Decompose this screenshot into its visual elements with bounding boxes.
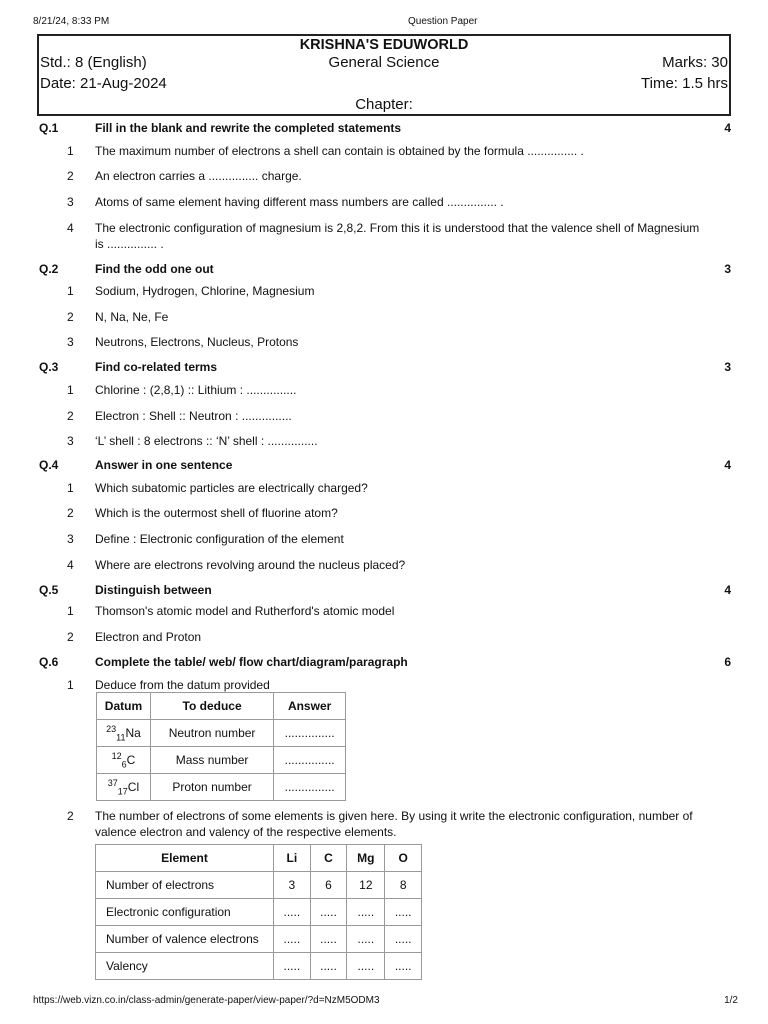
element-symbol: Cl <box>127 780 140 794</box>
print-page-title: Question Paper <box>408 16 478 27</box>
sub-question-number: 3 <box>67 335 74 349</box>
sub-question-text: Where are electrons revolving around the nucleus placed? <box>95 558 406 572</box>
table-header-row <box>96 845 422 872</box>
answer-cell: ............... <box>274 720 346 747</box>
sub-question-number: 2 <box>67 409 74 423</box>
question-marks: 6 <box>724 655 731 669</box>
table-cell: ..... <box>310 899 347 926</box>
question-title: Complete the table/ web/ flow chart/diagram/paragraph <box>95 655 408 669</box>
sub-question-text: Deduce from the datum provided <box>95 678 270 692</box>
question-heading <box>38 458 731 474</box>
question-title: Distinguish between <box>95 583 212 597</box>
sub-question-text: ‘L’ shell : 8 electrons :: ‘N’ shell : ............... <box>95 434 318 448</box>
table-header: Element <box>96 845 274 872</box>
sub-question-text: Which is the outermost shell of fluorine atom? <box>95 506 338 520</box>
datum-table <box>96 692 346 801</box>
page-url: https://web.vizn.co.in/class-admin/generate-paper/view-paper/?d=NzM5ODM3 <box>33 995 380 1006</box>
sub-question-text: Sodium, Hydrogen, Chlorine, Magnesium <box>95 284 315 298</box>
sub-question-number: 1 <box>67 144 74 158</box>
table-row <box>96 899 422 926</box>
datum-cell <box>97 774 151 801</box>
table-row <box>97 720 346 747</box>
table-cell: ..... <box>385 926 422 953</box>
question-heading <box>38 360 731 376</box>
table-header: O <box>385 845 422 872</box>
answer-cell: ............... <box>274 774 346 801</box>
table-header: Li <box>274 845 311 872</box>
mass-number: 37 <box>107 778 118 788</box>
print-header <box>33 16 738 30</box>
table-cell: 12 <box>347 872 385 899</box>
electron-table <box>95 844 422 980</box>
subject-label: General Science <box>328 54 440 71</box>
datum-cell <box>97 747 151 774</box>
element-symbol: C <box>126 753 136 767</box>
table-row <box>96 926 422 953</box>
table-cell: ..... <box>347 926 385 953</box>
sub-question-text: Define : Electronic configuration of the element <box>95 532 344 546</box>
table-cell: 8 <box>385 872 422 899</box>
question-heading <box>38 121 731 137</box>
table-cell: ..... <box>274 953 311 980</box>
sub-question-number: 2 <box>67 630 74 644</box>
row-label: Number of electrons <box>96 872 274 899</box>
sub-question-number: 1 <box>67 604 74 618</box>
table-header: Datum <box>97 693 151 720</box>
table-cell: 6 <box>310 872 347 899</box>
sub-question-number: 2 <box>67 506 74 520</box>
table-header-row <box>97 693 346 720</box>
standard-label: Std.: 8 (English) <box>40 54 147 71</box>
sub-question-number: 1 <box>67 481 74 495</box>
question-marks: 4 <box>724 121 731 135</box>
mass-number: 23 <box>106 724 117 734</box>
paper-header <box>37 34 731 116</box>
table-header: To deduce <box>150 693 273 720</box>
sub-question-text: Chlorine : (2,8,1) :: Lithium : ............... <box>95 383 297 397</box>
question-number: Q.2 <box>39 262 59 276</box>
row-label: Electronic configuration <box>96 899 274 926</box>
header-row-1 <box>40 54 728 74</box>
table-cell: 3 <box>274 872 311 899</box>
time-label: Time: 1.5 hrs <box>641 75 728 92</box>
sub-question-number: 4 <box>67 221 74 235</box>
row-label: Number of valence electrons <box>96 926 274 953</box>
table-cell: ..... <box>274 926 311 953</box>
marks-label: Marks: 30 <box>662 54 728 71</box>
table-cell: ..... <box>385 953 422 980</box>
question-heading <box>38 262 731 278</box>
question-number: Q.5 <box>39 583 59 597</box>
table-cell: ..... <box>347 899 385 926</box>
sub-question-text: The number of electrons of some elements is given here. By using it write the electronic configuration, number of valence electron and valency of the respective elements. <box>95 809 693 839</box>
institute-name: KRISHNA'S EDUWORLD <box>299 37 469 53</box>
table-cell: ..... <box>274 899 311 926</box>
table-cell: ..... <box>347 953 385 980</box>
question-number: Q.1 <box>39 121 59 135</box>
question-number: Q.4 <box>39 458 59 472</box>
row-label: Valency <box>96 953 274 980</box>
sub-question-text: Atoms of same element having different mass numbers are called ............... . <box>95 195 504 209</box>
print-footer <box>33 995 738 1009</box>
deduce-cell: Mass number <box>150 747 273 774</box>
sub-question-number: 1 <box>67 284 74 298</box>
sub-question-text: An electron carries a ............... charge. <box>95 169 302 183</box>
table-header: C <box>310 845 347 872</box>
table-header: Mg <box>347 845 385 872</box>
header-row-2 <box>40 75 728 95</box>
question-heading <box>38 655 731 671</box>
table-cell: ..... <box>310 953 347 980</box>
print-datetime: 8/21/24, 8:33 PM <box>33 16 110 27</box>
sub-question-text: Which subatomic particles are electrically charged? <box>95 481 368 495</box>
question-marks: 3 <box>724 360 731 374</box>
table-header: Answer <box>274 693 346 720</box>
sub-question-text: The maximum number of electrons a shell can contain is obtained by the formula ............... . <box>95 144 584 158</box>
sub-question-number: 4 <box>67 558 74 572</box>
table-row <box>96 872 422 899</box>
datum-cell <box>97 720 151 747</box>
header-row-3 <box>40 96 728 116</box>
sub-question-text: Electron : Shell :: Neutron : ............... <box>95 409 292 423</box>
table-cell: ..... <box>385 899 422 926</box>
question-marks: 4 <box>724 583 731 597</box>
question-title: Answer in one sentence <box>95 458 233 472</box>
question-heading <box>38 583 731 599</box>
question-title: Fill in the blank and rewrite the completed statements <box>95 121 402 135</box>
table-row <box>96 953 422 980</box>
sub-question-number: 3 <box>67 434 74 448</box>
sub-question-text: Electron and Proton <box>95 630 202 644</box>
sub-question-number: 2 <box>67 310 74 324</box>
sub-question-number: 1 <box>67 678 74 692</box>
sub-question-text: Thomson's atomic model and Rutherford's atomic model <box>95 604 395 618</box>
question-number: Q.3 <box>39 360 59 374</box>
question-marks: 3 <box>724 262 731 276</box>
sub-question-text: Neutrons, Electrons, Nucleus, Protons <box>95 335 299 349</box>
atomic-number: 6 <box>121 759 127 770</box>
chapter-label: Chapter: <box>355 96 413 113</box>
element-symbol: Na <box>125 726 141 740</box>
question-marks: 4 <box>724 458 731 472</box>
sub-question-text: N, Na, Ne, Fe <box>95 310 169 324</box>
question-title: Find the odd one out <box>95 262 214 276</box>
atomic-number: 17 <box>117 786 128 797</box>
answer-cell: ............... <box>274 747 346 774</box>
sub-question-number: 2 <box>67 809 74 823</box>
sub-question-text: The electronic configuration of magnesium is 2,8,2. From this it is understood that the valence shell of Magnesium is ............... . <box>95 221 700 251</box>
question-title: Find co-related terms <box>95 360 218 374</box>
table-row <box>97 747 346 774</box>
sub-question-number: 2 <box>67 169 74 183</box>
page-number: 1/2 <box>724 995 738 1006</box>
deduce-cell: Neutron number <box>150 720 273 747</box>
deduce-cell: Proton number <box>150 774 273 801</box>
date-label: Date: 21-Aug-2024 <box>40 75 167 92</box>
sub-question-number: 3 <box>67 532 74 546</box>
table-row <box>97 774 346 801</box>
sub-question-number: 1 <box>67 383 74 397</box>
question-number: Q.6 <box>39 655 59 669</box>
mass-number: 12 <box>111 751 122 761</box>
sub-question-number: 3 <box>67 195 74 209</box>
atomic-number: 11 <box>116 732 126 743</box>
table-cell: ..... <box>310 926 347 953</box>
